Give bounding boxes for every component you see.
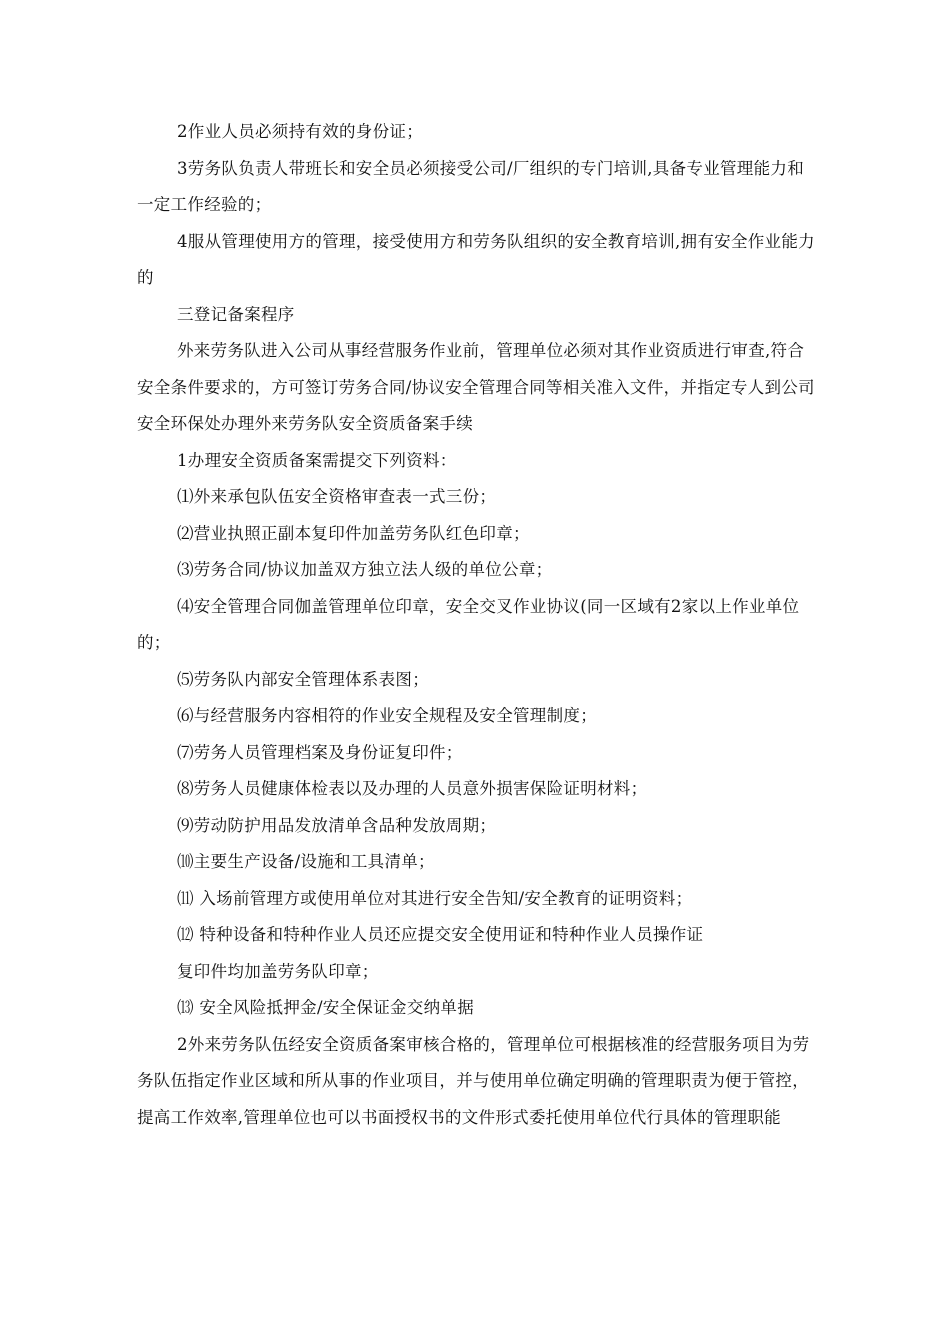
document-page [137, 114, 817, 1136]
list-item: ⑿ 特种设备和特种作业人员还应提交安全使用证和特种作业人员操作证 [177, 925, 704, 944]
list-item: ⑵营业执照正副本复印件加盖劳务队红色印章； [177, 523, 530, 543]
list-item: ⒀ 安全风险抵押金/安全保证金交纳单据 [177, 998, 475, 1017]
list-item: ⑸劳务队内部安全管理体系表图； [177, 669, 429, 689]
section-heading: 三登记备案程序 [177, 304, 295, 324]
paragraph: 3劳务队负责人带班长和安全员必须接受公司/厂组织的专门培训,具备专业管理能力和一定工作经验的； [137, 158, 805, 214]
list-item: ⑼劳动防护用品发放清单含品种发放周期； [177, 815, 497, 835]
list-item: ⑷安全管理合同伽盖管理单位印章，安全交叉作业协议(同一区域有2家以上作业单位的； [137, 596, 800, 652]
list-item: ⑹与经营服务内容相符的作业安全规程及安全管理制度； [177, 706, 597, 725]
list-item: ⑻劳务人员健康体检表以及办理的人员意外损害保险证明材料； [177, 779, 648, 798]
paragraph: 外来劳务队进入公司从事经营服务作业前，管理单位必须对其作业资质进行审查,符合安全条件要求的，方可签订劳务合同/协议安全管理合同等相关准入文件，并指定专人到公司安全环保处办理外来劳务队安全资质备案手续 [137, 341, 815, 433]
paragraph: 2外来劳务队伍经安全资质备案审核合格的，管理单位可根据核准的经营服务项目为劳务队伍指定作业区域和所从事的作业项目，并与使用单位确定明确的管理职责为便于管控，提高工作效率,管理单位也可以书面授权书的文件形式委托使用单位代行具体的管理职能 [137, 1034, 810, 1127]
paragraph: 2作业人员必须持有效的身份证； [177, 122, 423, 141]
list-item: ⑺劳务人员管理档案及身份证复印件； [177, 742, 463, 762]
list-item: ⑴外来承包队伍安全资格审查表一式三份； [177, 487, 497, 506]
list-item: ⑽主要生产设备/设施和工具清单； [177, 852, 435, 871]
list-item: ⑶劳务合同/协议加盖双方独立法人级的单位公章； [177, 560, 553, 579]
paragraph: 4服从管理使用方的管理，接受使用方和劳务队组织的安全教育培训,拥有安全作业能力的 [137, 231, 815, 287]
list-item: ⑾ 入场前管理方或使用单位对其进行安全告知/安全教育的证明资料； [177, 888, 693, 908]
paragraph: 1办理安全资质备案需提交下列资料： [177, 450, 457, 470]
list-item-continuation: 复印件均加盖劳务队印章； [177, 961, 379, 981]
